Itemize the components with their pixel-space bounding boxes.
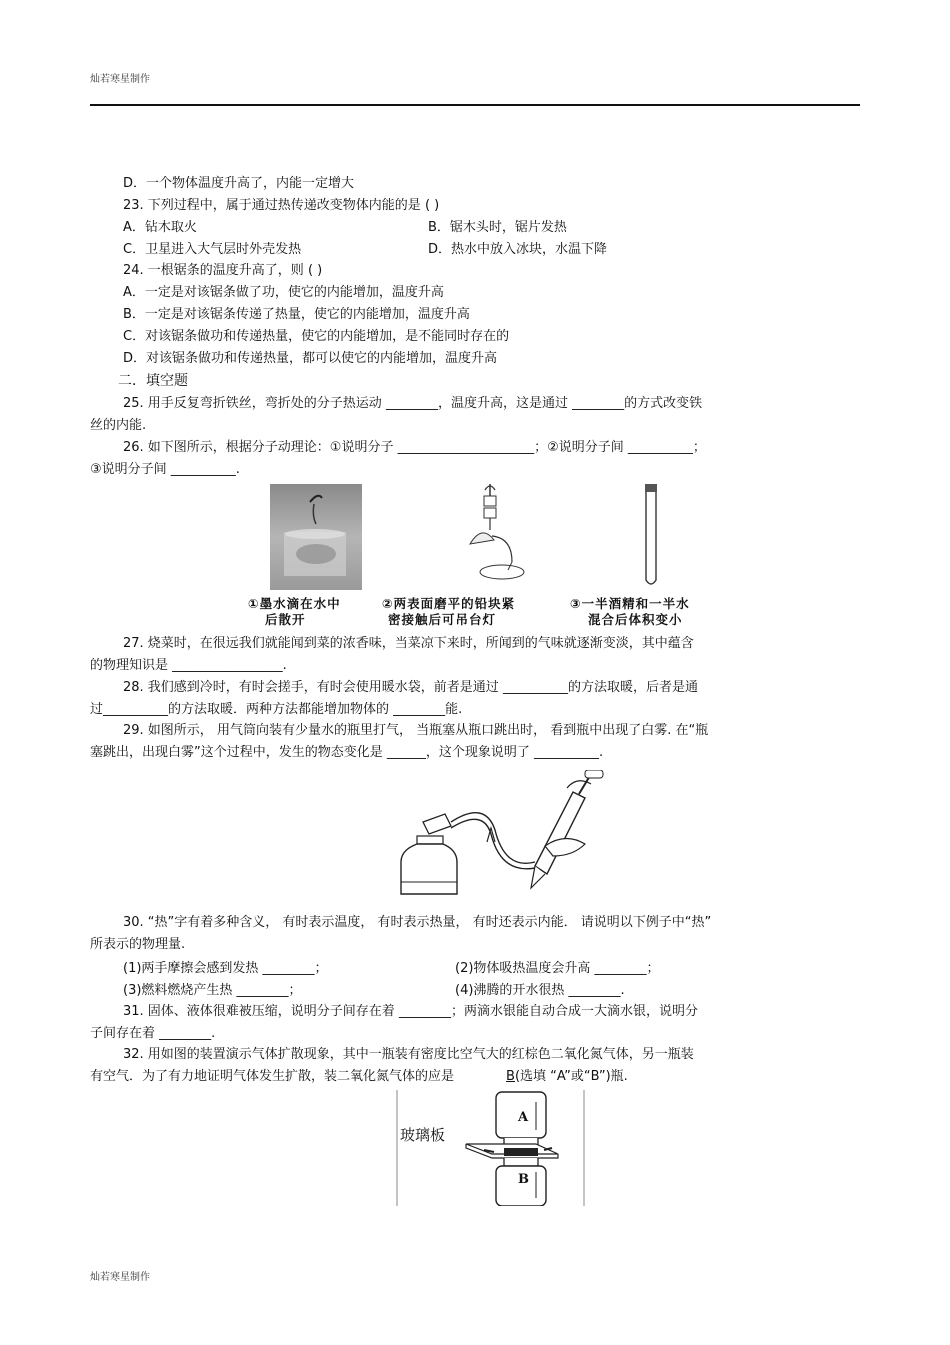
q30-stem: 30. “热”字有着多种含义， 有时表示温度， 有时表示热量， 有时还表示内能． 请说明以下例子中“热” — [123, 915, 712, 930]
q23-option-a: A．钻木取火 — [123, 220, 197, 235]
header-watermark: 灿若寒星制作 — [90, 74, 150, 85]
q23-option-d: D．热水中放入冰块，水温下降 — [428, 242, 608, 257]
figure-26-caption-2b: 密接触后可吊台灯 — [388, 612, 497, 627]
bottle-b-label: B — [518, 1172, 529, 1187]
q28-stem: 28. 我们感到冷时，有时会搓手，有时会使用暖水袋，前者是通过 __________的方法取暖，后者是通 — [123, 680, 698, 695]
q29-stem-cont: 塞跳出，出现白雾”这个过程中，发生的物态变化是 ______，这个现象说明了 __________. — [90, 745, 604, 760]
q23-option-b: B．锯木头时，锯片发热 — [428, 220, 567, 235]
q25-stem-cont: 丝的内能. — [90, 418, 147, 433]
diffusion-bottles-drawing — [396, 1090, 586, 1206]
bottle-a-label: A — [518, 1110, 529, 1125]
q32-stem: 32. 用如图的装置演示气体扩散现象，其中一瓶装有密度比空气大的红棕色二氧化氮气体，另一瓶装 — [123, 1047, 694, 1062]
q30-stem-cont: 所表示的物理量. — [90, 937, 186, 952]
q29-stem: 29. 如图所示， 用气筒向装有少量水的瓶里打气， 当瓶塞从瓶口跳出时， 看到瓶中出现了白雾. 在“瓶 — [123, 723, 709, 738]
q30-item-4: (4)沸腾的开水很热 ________. — [455, 983, 625, 998]
q30-item-2: (2)物体吸热温度会升高 ________； — [455, 961, 660, 976]
q23-stem: 23. 下列过程中，属于通过热传递改变物体内能的是 ( ) — [123, 198, 440, 213]
figure-26-caption-2a: ②两表面磨平的铅块紧 — [382, 596, 516, 611]
glass-plate-label: 玻璃板 — [400, 1126, 446, 1144]
q26-stem-cont: ③说明分子间 __________. — [90, 462, 240, 477]
q31-stem: 31. 固体、液体很难被压缩，说明分子间存在着 ________；两滴水银能自动合成一大滴水银，说明分 — [123, 1004, 698, 1019]
q27-stem-cont: 的物理知识是 _________________. — [90, 658, 287, 673]
figure-26-caption-3b: 混合后体积变小 — [588, 612, 683, 627]
figure-26-caption-3a: ③一半酒精和一半水 — [570, 596, 690, 611]
figure-26-caption-1a: ①墨水滴在水中 — [248, 596, 341, 611]
q32-stem-cont-text: 有空气．为了有力地证明气体发生扩散，装二氧化氮气体的应是 — [90, 1069, 455, 1084]
q24-option-a: A．一定是对该锯条做了功，使它的内能增加，温度升高 — [123, 285, 444, 300]
q32-answer: B — [506, 1069, 515, 1084]
q22-option-d: D．一个物体温度升高了，内能一定增大 — [123, 176, 355, 191]
test-tube-drawing — [636, 484, 666, 590]
bottle-pump-drawing — [395, 770, 615, 902]
q32-stem-cont — [90, 1069, 628, 1085]
section-title-fill-in: 二．填空题 — [118, 373, 188, 389]
header-rule — [90, 104, 860, 106]
q32-stem-cont-tail: (选填 “A”或“B”)瓶. — [514, 1069, 628, 1084]
q26-stem: 26. 如下图所示，根据分子动理论：①说明分子 _____________________；②说明分子间 __________； — [123, 440, 706, 455]
q31-stem-cont: 子间存在着 ________. — [90, 1026, 216, 1041]
q28-stem-cont: 过__________的方法取暖．两种方法都能增加物体的 ________能. — [90, 702, 463, 717]
figure-26-caption-1b: 后散开 — [265, 612, 306, 627]
ink-diffusion-photo — [270, 484, 362, 590]
footer-watermark: 灿若寒星制作 — [90, 1272, 150, 1283]
q27-stem: 27. 烧菜时，在很远我们就能闻到菜的浓香味，当菜凉下来时，所闻到的气味就逐渐变淡，其中蕴含 — [123, 636, 694, 651]
q30-item-1: (1)两手摩擦会感到发热 ________； — [123, 961, 328, 976]
lead-blocks-lamp-drawing — [440, 482, 530, 592]
q25-stem: 25. 用手反复弯折铁丝，弯折处的分子热运动 ________，温度升高，这是通过 ________的方式改变铁 — [123, 396, 703, 411]
q30-item-3: (3)燃料燃烧产生热 ________； — [123, 983, 302, 998]
q23-option-c: C．卫星进入大气层时外壳发热 — [123, 242, 302, 257]
q24-option-c: C．对该锯条做功和传递热量，使它的内能增加，是不能同时存在的 — [123, 329, 510, 344]
q24-option-b: B．一定是对该锯条传递了热量，使它的内能增加，温度升高 — [123, 307, 470, 322]
q24-option-d: D．对该锯条做功和传递热量，都可以使它的内能增加，温度升高 — [123, 351, 498, 366]
q24-stem: 24. 一根锯条的温度升高了，则 ( ) — [123, 263, 323, 278]
